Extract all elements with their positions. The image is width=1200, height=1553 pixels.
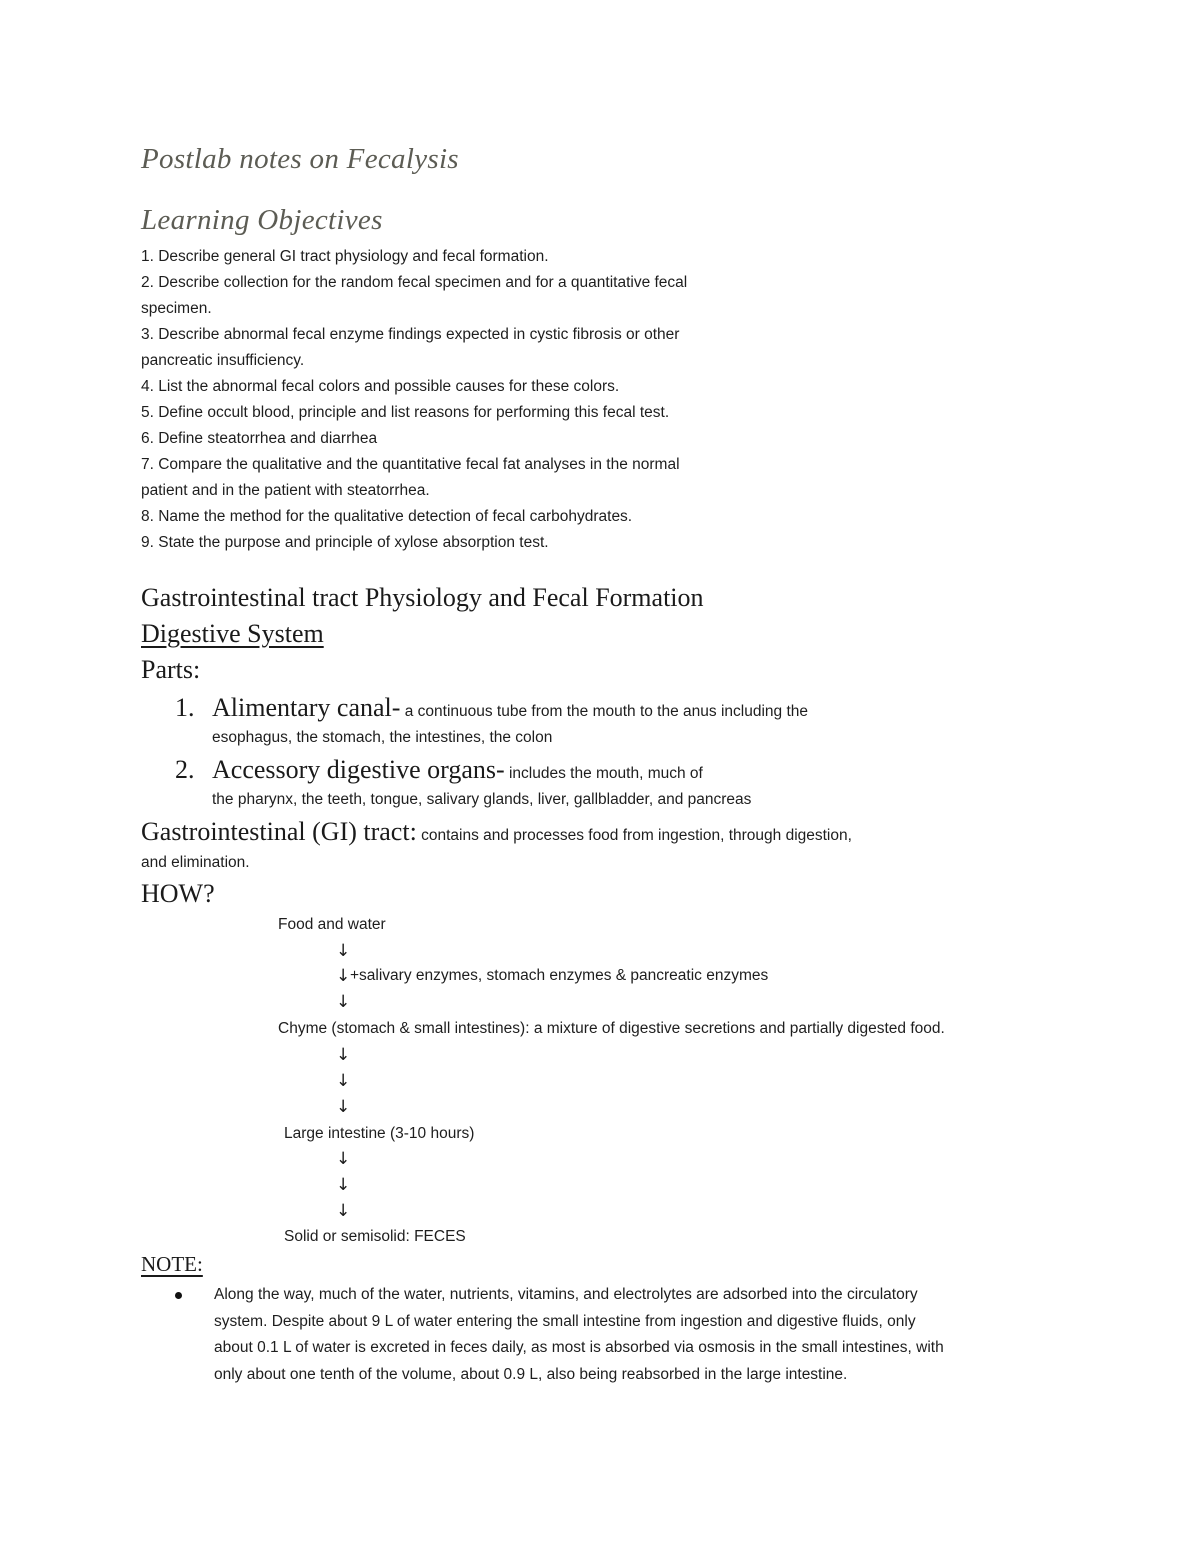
flow-chyme: Chyme (stomach & small intestines): a mixture of digestive secretions and partially digested food. — [278, 1020, 945, 1037]
note-line: Along the way, much of the water, nutrients, vitamins, and electrolytes are adsorbed into the circulatory — [214, 1286, 918, 1303]
down-arrow-icon: ↓ — [336, 1097, 351, 1117]
objective-line: 1. Describe general GI tract physiology and fecal formation. — [141, 248, 549, 265]
gi-tract-description: contains and processes food from ingestion, through digestion, — [416, 827, 852, 844]
down-arrow-icon: ↓ — [336, 1045, 351, 1065]
flow-enzymes: +salivary enzymes, stomach enzymes & pancreatic enzymes — [350, 967, 769, 984]
how-label: HOW? — [141, 879, 215, 908]
note-label: NOTE: — [141, 1252, 203, 1276]
objectives-heading: Learning Objectives — [141, 204, 383, 236]
down-arrow-icon: ↓ — [336, 941, 351, 961]
flow-food-and-water: Food and water — [278, 916, 386, 933]
section-heading: Gastrointestinal tract Physiology and Fecal Formation — [141, 583, 704, 612]
objectives-list — [141, 244, 687, 556]
parts-label: Parts: — [141, 655, 201, 684]
objective-line: 2. Describe collection for the random fecal specimen and for a quantitative fecal — [141, 274, 688, 291]
objective-line: specimen. — [141, 300, 212, 317]
objective-line: pancreatic insufficiency. — [141, 352, 305, 369]
objective-line: 3. Describe abnormal fecal enzyme findings expected in cystic fibrosis or other — [141, 326, 680, 343]
objective-line: 4. List the abnormal fecal colors and possible causes for these colors. — [141, 378, 620, 395]
gi-tract-definition — [141, 817, 852, 847]
part-description: a continuous tube from the mouth to the anus including the — [400, 703, 808, 720]
part-term: Alimentary canal- — [212, 693, 401, 722]
part-number: 1. — [175, 693, 195, 722]
part-description-cont: esophagus, the stomach, the intestines, the colon — [212, 729, 553, 746]
flow-large-intestine: Large intestine (3-10 hours) — [284, 1125, 475, 1142]
down-arrow-icon: ↓ — [336, 1175, 351, 1195]
bullet-icon — [175, 1292, 182, 1299]
objective-line: 7. Compare the qualitative and the quantitative fecal fat analyses in the normal — [141, 456, 680, 473]
objective-line: patient and in the patient with steatorrhea. — [141, 482, 430, 499]
down-arrow-icon: ↓ — [336, 1201, 351, 1221]
part-item — [175, 693, 195, 723]
down-arrow-icon: ↓ — [336, 1071, 351, 1091]
note-line: system. Despite about 9 L of water entering the small intestine from ingestion and digestive fluids, only — [214, 1312, 916, 1330]
part-description-cont: the pharynx, the teeth, tongue, salivary glands, liver, gallbladder, and pancreas — [212, 791, 752, 808]
part-number: 2. — [175, 755, 195, 784]
down-arrow-icon: ↓ — [336, 966, 351, 986]
part-term: Accessory digestive organs- — [212, 755, 505, 784]
objective-line: 5. Define occult blood, principle and list reasons for performing this fecal test. — [141, 404, 670, 421]
gi-tract-description-cont: and elimination. — [141, 854, 250, 871]
part-item — [175, 755, 195, 785]
part-item-text — [212, 693, 808, 723]
flow-feces: Solid or semisolid: FECES — [284, 1228, 466, 1245]
objective-line: 6. Define steatorrhea and diarrhea — [141, 430, 378, 447]
objective-line: 9. State the purpose and principle of xylose absorption test. — [141, 534, 549, 551]
down-arrow-icon: ↓ — [336, 992, 351, 1012]
part-description: includes the mouth, much of — [504, 765, 703, 782]
down-arrow-icon: ↓ — [336, 1149, 351, 1169]
note-line: only about one tenth of the volume, about 0.9 L, also being reabsorbed in the large intestine. — [214, 1365, 848, 1383]
objective-line: 8. Name the method for the qualitative detection of fecal carbohydrates. — [141, 508, 633, 525]
note-line: about 0.1 L of water is excreted in feces daily, as most is absorbed via osmosis in the small intestines, with — [214, 1339, 944, 1356]
document-title: Postlab notes on Fecalysis — [141, 143, 459, 175]
note-paragraph — [214, 1282, 1064, 1388]
gi-tract-term: Gastrointestinal (GI) tract: — [141, 817, 417, 846]
digestive-system-heading: Digestive System — [141, 619, 324, 648]
part-item-text — [212, 755, 703, 785]
